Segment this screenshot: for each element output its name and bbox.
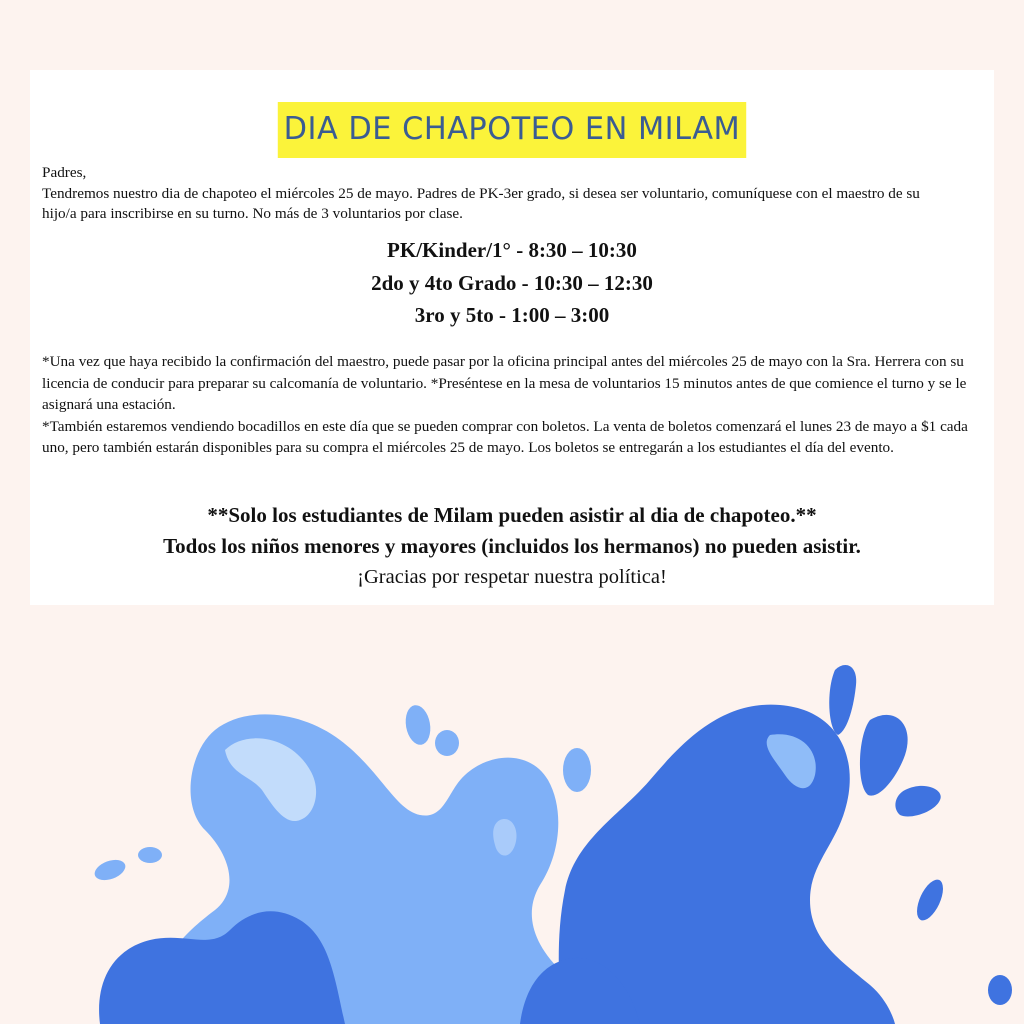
policy-siblings: Todos los niños menores y mayores (incluidos los hermanos) no pueden asistir. [163,534,861,558]
intro-section [42,163,954,225]
note-confirmation: *Una vez que haya recibido la confirmación del maestro, puede pasar por la oficina principal antes del miércoles 25 de mayo con la Sra. Herrera con su licencia de conducir para preparar su calcomanía de voluntario. *Preséntese en la mesa de voluntarios 15 minutos antes de que comience el turno y se le asignará una estación. [42,353,967,414]
schedule-item-3ro-5to: 3ro y 5to - 1:00 – 3:00 [414,303,610,327]
droplet-10 [988,975,1012,1005]
intro-paragraph: Tendremos nuestro dia de chapoteo el miércoles 25 de mayo. Padres de PK-3er grado, si desea ser voluntario, comuníquese con el maestro de su hijo/a para inscribirse en su turno. No más de 3 voluntarios por clase. [42,184,920,222]
droplet-8 [895,786,940,817]
policy-students: **Solo los estudiantes de Milam pueden asistir al dia de chapoteo.** [207,503,817,527]
greeting: Padres, [42,164,87,181]
droplet-3 [563,748,591,792]
thanks-line: ¡Gracias por respetar nuestra política! [357,566,667,588]
schedule-item-2do-4to: 2do y 4to Grado - 10:30 – 12:30 [371,270,653,295]
notes-section [42,351,982,459]
droplet-1 [403,703,434,747]
droplet-9 [912,876,949,924]
flyer-card [30,70,994,605]
water-splash-icon [0,640,1024,1024]
closing-section [30,500,994,593]
droplet-2 [435,730,459,756]
title-wrap [30,102,994,158]
droplet-7 [860,715,908,796]
page-title: DIA DE CHAPOTEO EN MILAM [278,102,746,158]
schedule-item-pk-kinder-1: PK/Kinder/1° - 8:30 – 10:30 [387,238,637,262]
droplet-6 [829,665,856,735]
droplet-5 [138,847,162,863]
droplet-4 [92,856,128,884]
note-snacks: *También estaremos vendiendo bocadillos en este día que se pueden comprar con boletos. La venta de boletos comenzará el lunes 23 de mayo a $1 cada uno, pero también estarán disponibles para su compra el miércoles 25 de mayo. Los boletos se entregarán a los estudiantes el día del evento. [42,417,968,457]
schedule-list [30,234,994,332]
